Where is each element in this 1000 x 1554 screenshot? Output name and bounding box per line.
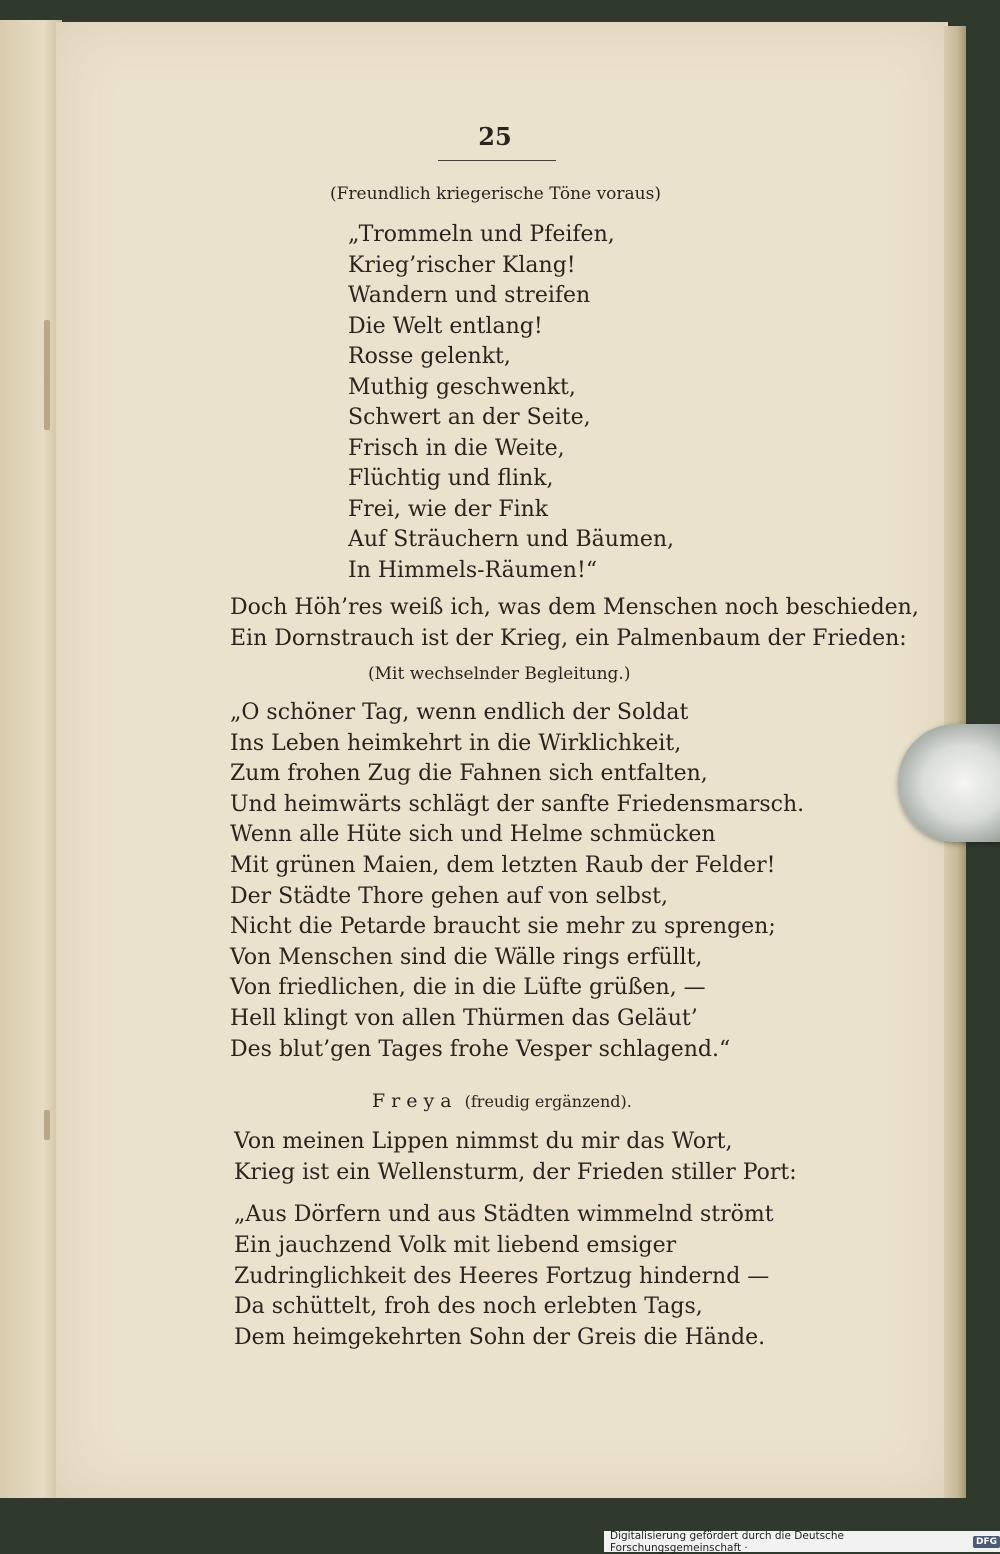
facing-page-edge	[0, 20, 62, 1498]
verse-line: „O schöner Tag, wenn endlich der Soldat	[230, 700, 689, 725]
verse-line: Zudringlichkeit des Heeres Fortzug hindernd —	[234, 1263, 770, 1289]
verse-line: Frisch in die Weite,	[348, 435, 565, 461]
verse-line: Nicht die Petarde braucht sie mehr zu sprengen;	[230, 914, 776, 940]
verse-line: Rosse gelenkt,	[348, 344, 511, 369]
digitization-footer	[604, 1531, 1000, 1552]
verse-line: Dem heimgekehrten Sohn der Greis die Hände.	[234, 1325, 766, 1351]
couplet-line: Doch Höh’res weiß ich, was dem Menschen noch beschieden,	[230, 595, 919, 620]
verse-line: Von friedlichen, die in die Lüfte grüßen, —	[230, 975, 706, 1001]
verse-line: Des blut’gen Tages frohe Vesper schlagend.“	[230, 1036, 731, 1062]
couplet-line: Von meinen Lippen nimmst du mir das Wort,	[234, 1129, 733, 1154]
verse-line: Krieg’rischer Klang!	[348, 252, 576, 278]
verse-line: Frei, wie der Fink	[348, 496, 549, 522]
page-clip	[898, 724, 1000, 842]
verse-line: Zum frohen Zug die Fahnen sich entfalten,	[230, 761, 708, 787]
verse-line: Mit grünen Maien, dem letzten Raub der Felder!	[230, 853, 776, 878]
speaker-direction: (freudig ergänzend).	[464, 1092, 632, 1111]
verse-line: Flüchtig und flink,	[348, 466, 554, 491]
verse-line: „Trommeln und Pfeifen,	[348, 222, 615, 247]
speaker-line	[372, 1090, 632, 1112]
page-mark	[44, 1110, 50, 1140]
dfg-logo-icon: DFG	[973, 1536, 1000, 1548]
stage-direction: (Freundlich kriegerische Töne voraus)	[330, 184, 661, 204]
verse-line: Schwert an der Seite,	[348, 405, 591, 430]
verse-line: Hell klingt von allen Thürmen das Geläut’	[230, 1006, 698, 1031]
page-mark	[44, 320, 50, 430]
verse-line: Der Städte Thore gehen auf von selbst,	[230, 883, 669, 909]
verse-line: Ein jauchzend Volk mit liebend emsiger	[234, 1232, 677, 1258]
couplet-line: Ein Dornstrauch ist der Krieg, ein Palmenbaum der Frieden:	[230, 626, 907, 651]
header-rule	[438, 160, 556, 161]
page-number: 25	[478, 122, 512, 151]
speaker-name: Freya	[372, 1090, 458, 1112]
verse-line: Von Menschen sind die Wälle rings erfüllt,	[230, 944, 703, 970]
footer-text: Digitalisierung gefördert durch die Deutsche Forschungsgemeinschaft ·	[610, 1529, 844, 1554]
verse-line: Ins Leben heimkehrt in die Wirklichkeit,	[230, 730, 682, 756]
verse-line: Die Welt entlang!	[348, 313, 543, 339]
verse-line: In Himmels-Räumen!“	[348, 557, 598, 583]
verse-line: Wenn alle Hüte sich und Helme schmücken	[230, 822, 716, 848]
verse-line: Auf Sträuchern und Bäumen,	[348, 527, 675, 552]
couplet-line: Krieg ist ein Wellensturm, der Frieden stiller Port:	[234, 1160, 797, 1185]
verse-line: Und heimwärts schlägt der sanfte Friedensmarsch.	[230, 791, 805, 817]
verse-line: Da schüttelt, froh des noch erlebten Tags,	[234, 1294, 703, 1320]
stage-direction: (Mit wechselnder Begleitung.)	[368, 664, 631, 684]
verse-line: Muthig geschwenkt,	[348, 374, 576, 400]
verse-line: „Aus Dörfern und aus Städten wimmelnd strömt	[234, 1202, 774, 1227]
verse-line: Wandern und streifen	[348, 283, 591, 308]
